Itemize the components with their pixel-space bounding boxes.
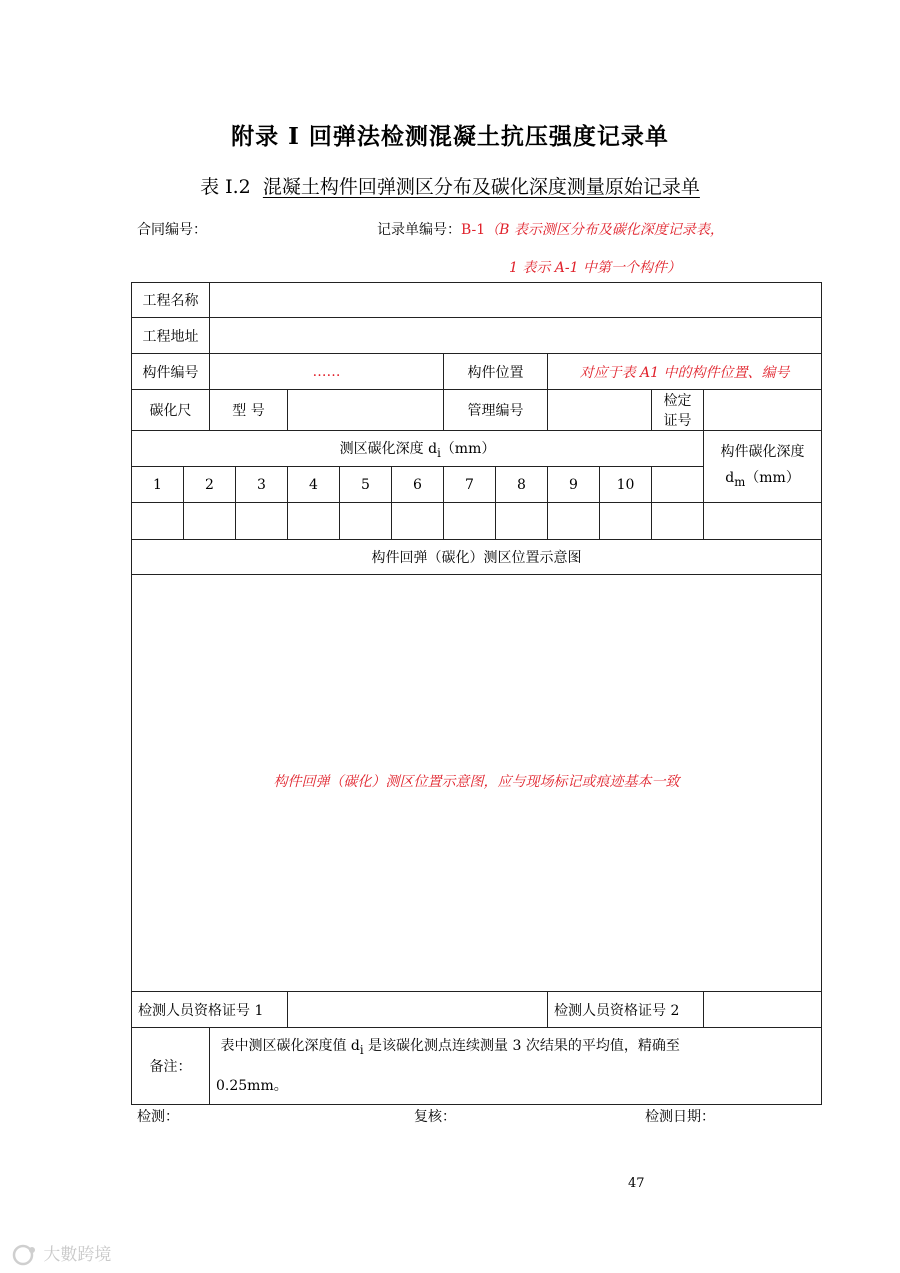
diagram-note: 构件回弹（碳化）测区位置示意图，应与现场标记或痕迹基本一致 bbox=[273, 774, 680, 790]
diagram-header: 构件回弹（碳化）测区位置示意图 bbox=[132, 540, 822, 575]
record-number-note-2: 1 表示 A-1 中第一个构件） bbox=[509, 260, 682, 276]
inspector-cert-2-label: 检测人员资格证号 2 bbox=[548, 992, 704, 1028]
management-number-field[interactable] bbox=[548, 390, 652, 431]
zone-value-field[interactable] bbox=[548, 503, 600, 540]
project-address-label: 工程地址 bbox=[132, 318, 210, 354]
zone-depth-header bbox=[132, 431, 704, 467]
zone-value-field[interactable] bbox=[340, 503, 392, 540]
member-depth-header bbox=[704, 431, 822, 503]
record-number-value: B-1 bbox=[461, 222, 486, 238]
zone-number: 3 bbox=[236, 467, 288, 503]
certificate-number-label: 检定证号 bbox=[652, 390, 704, 431]
zone-value-field[interactable] bbox=[600, 503, 652, 540]
zone-number: 5 bbox=[340, 467, 392, 503]
remarks-line-2: 0.25mm。 bbox=[216, 1077, 288, 1094]
zone-depth-header-text: 测区碳化深度 d bbox=[339, 440, 438, 457]
review-label: 复核： bbox=[414, 1109, 456, 1125]
member-depth-unit: $d_m(mm)$ bbox=[725, 469, 800, 489]
zone-number: 7 bbox=[444, 467, 496, 503]
zone-number: 1 bbox=[132, 467, 184, 503]
remarks-line-1: 表中测区碳化深度值 $d_i$ 是该碳化测点连续测量 3 次结果的平均值，精确至 bbox=[220, 1038, 680, 1057]
zone-depth-subscript: i bbox=[437, 445, 441, 460]
record-form bbox=[131, 282, 822, 1105]
watermark-icon bbox=[12, 1244, 38, 1266]
zone-number: 4 bbox=[288, 467, 340, 503]
zone-value-field[interactable] bbox=[444, 503, 496, 540]
page-title: 附录 I 回弹法检测混凝土抗压强度记录单 bbox=[231, 123, 669, 150]
project-name-label: 工程名称 bbox=[132, 283, 210, 318]
inspection-date-label: 检测日期： bbox=[645, 1109, 715, 1125]
member-position-label: 构件位置 bbox=[444, 354, 548, 390]
project-name-field[interactable] bbox=[210, 283, 822, 318]
table-subtitle bbox=[0, 172, 900, 199]
zone-number: 10 bbox=[600, 467, 652, 503]
zone-number: 6 bbox=[392, 467, 444, 503]
member-number-value[interactable]: …… bbox=[210, 354, 444, 390]
member-position-value[interactable]: 对应于表 A1 中的构件位置、编号 bbox=[548, 354, 822, 390]
zone-value-field[interactable] bbox=[132, 503, 184, 540]
zone-value-field[interactable] bbox=[392, 503, 444, 540]
zone-value-row bbox=[132, 503, 822, 540]
zone-number: 9 bbox=[548, 467, 600, 503]
management-number-label: 管理编号 bbox=[444, 390, 548, 431]
zone-value-field[interactable] bbox=[184, 503, 236, 540]
table-number: 表 I.2 bbox=[200, 176, 251, 198]
zone-number: 8 bbox=[496, 467, 548, 503]
inspector-cert-1-label: 检测人员资格证号 1 bbox=[132, 992, 288, 1028]
project-address-field[interactable] bbox=[210, 318, 822, 354]
certificate-number-field[interactable] bbox=[704, 390, 822, 431]
carbonation-ruler-label: 碳化尺 bbox=[132, 390, 210, 431]
contract-number-label: 合同编号： bbox=[137, 222, 207, 238]
table-title: 混凝土构件回弹测区分布及碳化深度测量原始记录单 bbox=[262, 176, 700, 198]
record-number-note-1: （B 表示测区分布及碳化深度记录表， bbox=[485, 222, 724, 238]
model-field[interactable] bbox=[288, 390, 444, 431]
member-depth-label: 构件碳化深度 bbox=[720, 443, 805, 460]
zone-depth-unit: （mm） bbox=[440, 440, 496, 457]
record-number-label: 记录单编号： bbox=[377, 222, 461, 238]
diagram-area[interactable] bbox=[132, 575, 822, 992]
record-number bbox=[377, 219, 724, 239]
remarks-label: 备注： bbox=[132, 1028, 210, 1105]
watermark-logo bbox=[12, 1240, 111, 1266]
model-label: 型 号 bbox=[210, 390, 288, 431]
page-number: 47 bbox=[628, 1176, 645, 1191]
zone-spacer bbox=[652, 503, 704, 540]
remarks-text bbox=[210, 1028, 822, 1105]
inspect-label: 检测： bbox=[137, 1109, 179, 1125]
member-number-label: 构件编号 bbox=[132, 354, 210, 390]
zone-spacer bbox=[652, 467, 704, 503]
inspector-cert-1-field[interactable] bbox=[288, 992, 548, 1028]
inspector-cert-2-field[interactable] bbox=[704, 992, 822, 1028]
watermark-text: 大數跨境 bbox=[43, 1245, 112, 1265]
zone-number: 2 bbox=[184, 467, 236, 503]
zone-value-field[interactable] bbox=[496, 503, 548, 540]
zone-value-field[interactable] bbox=[288, 503, 340, 540]
zone-value-field[interactable] bbox=[236, 503, 288, 540]
member-depth-field[interactable] bbox=[704, 503, 822, 540]
